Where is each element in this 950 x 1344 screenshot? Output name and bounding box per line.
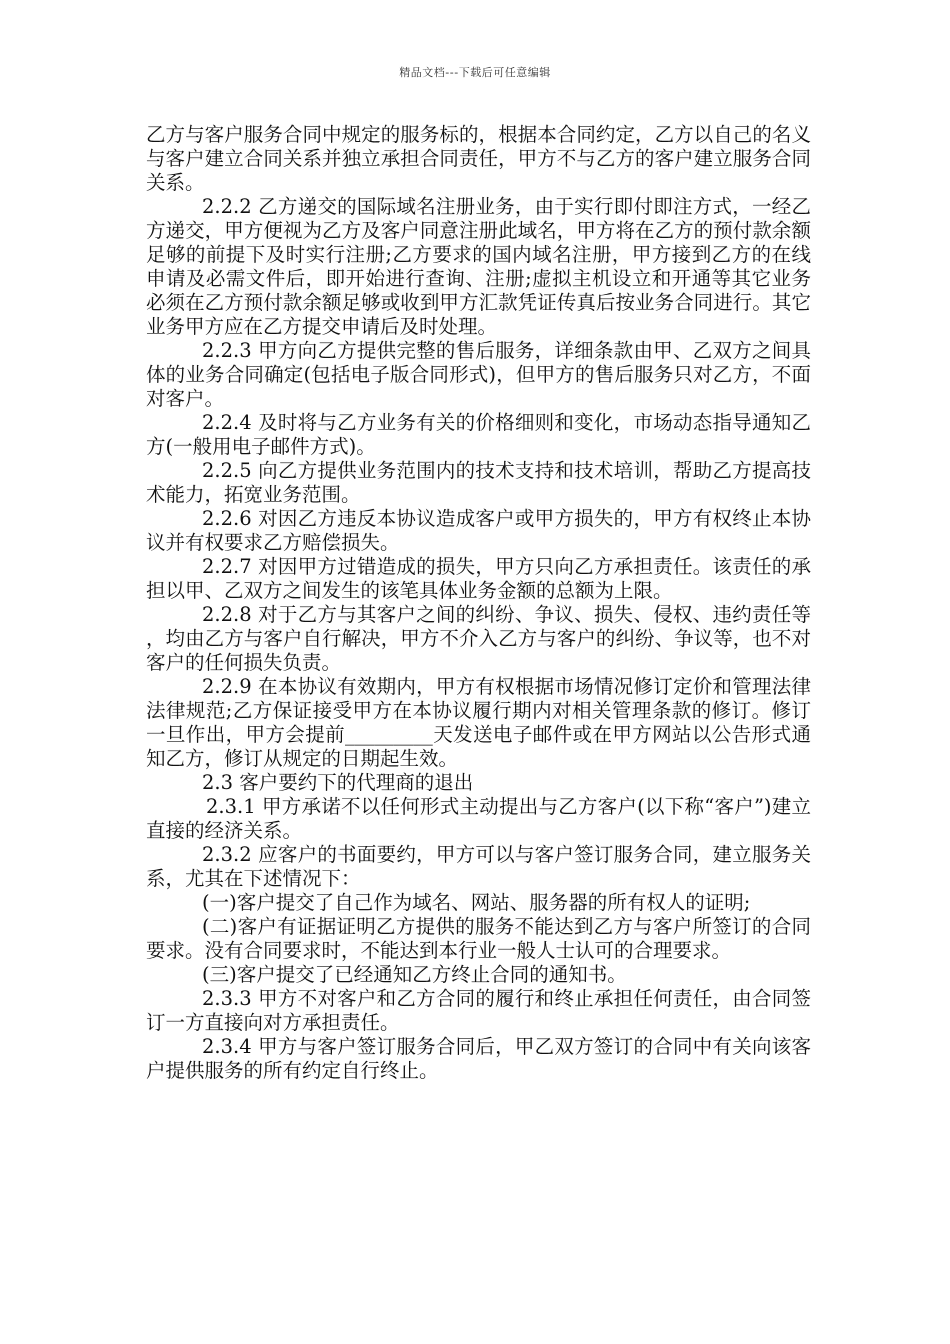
paragraph-2-2-8: 2.2.8 对于乙方与其客户之间的纠纷、争议、损失、侵权、违约责任等，均由乙方与客户自行解决，甲方不介入乙方与客户的纠纷、争议等，也不对客户的任何损失负责。 (146, 603, 811, 674)
section-heading-2-3: 2.3 客户要约下的代理商的退出 (202, 771, 474, 794)
document-body (146, 123, 811, 1083)
paragraph-2-2-3: 2.2.3 甲方向乙方提供完整的售后服务，详细条款由甲、乙双方之间具体的业务合同确定(包括电子版合同形式)，但甲方的售后服务只对乙方，不面对客户。 (146, 339, 811, 410)
paragraph-2-2-7: 2.2.7 对因甲方过错造成的损失，甲方只向乙方承担责任。该责任的承担以甲、乙双方之间发生的该笔具体业务金额的总额为上限。 (146, 555, 811, 602)
paragraph-continuation: 乙方与客户服务合同中规定的服务标的，根据本合同约定，乙方以自己的名义与客户建立合同关系并独立承担合同责任，甲方不与乙方的客户建立服务合同关系。 (146, 123, 811, 194)
paragraph-2-2-9: 2.2.9 在本协议有效期内，甲方有权根据市场情况修订定价和管理法律法律规范;乙方保证接受甲方在本协议履行期内对相关管理条款的修订。修订一旦作出，甲方会提前_________天发送电子邮件或在甲方网站以公告形式通知乙方，修订从规定的日期起生效。 (146, 675, 811, 770)
page-header: 精品文档---下载后可任意编辑 (399, 66, 551, 79)
paragraph-2-3-2: 2.3.2 应客户的书面要约，甲方可以与客户签订服务合同，建立服务关系，尤其在下述情况下： (146, 843, 811, 890)
list-item-2: (二)客户有证据证明乙方提供的服务不能达到乙方与客户所签订的合同要求。没有合同要求时，不能达到本行业一般人士认可的合理要求。 (146, 915, 811, 962)
paragraph-2-3-1: 2.3.1 甲方承诺不以任何形式主动提出与乙方客户(以下称“客户”)建立直接的经济关系。 (146, 795, 811, 842)
paragraph-2-2-2: 2.2.2 乙方递交的国际域名注册业务，由于实行即付即注方式，一经乙方递交，甲方便视为乙方及客户同意注册此域名，甲方将在乙方的预付款余额足够的前提下及时实行注册;乙方要求的国内域名注册，甲方接到乙方的在线申请及必需文件后，即开始进行查询、注册;虚拟主机设立和开通等其它业务必须在乙方预付款余额足够或收到甲方汇款凭证传真后按业务合同进行。其它业务甲方应在乙方提交申请后及时处理。 (146, 195, 811, 338)
list-item-3: (三)客户提交了已经通知乙方终止合同的通知书。 (202, 963, 627, 986)
paragraph-2-3-3: 2.3.3 甲方不对客户和乙方合同的履行和终止承担任何责任，由合同签订一方直接向对方承担责任。 (146, 987, 811, 1034)
paragraph-2-2-5: 2.2.5 向乙方提供业务范围内的技术支持和技术培训，帮助乙方提高技术能力，拓宽业务范围。 (146, 459, 811, 506)
paragraph-2-3-4: 2.3.4 甲方与客户签订服务合同后，甲乙双方签订的合同中有关向该客户提供服务的所有约定自行终止。 (146, 1035, 811, 1082)
paragraph-2-2-4: 2.2.4 及时将与乙方业务有关的价格细则和变化，市场动态指导通知乙方(一般用电子邮件方式)。 (146, 411, 811, 458)
paragraph-2-2-6: 2.2.6 对因乙方违反本协议造成客户或甲方损失的，甲方有权终止本协议并有权要求乙方赔偿损失。 (146, 507, 811, 554)
list-item-1: (一)客户提交了自己作为域名、网站、服务器的所有权人的证明; (202, 891, 751, 914)
